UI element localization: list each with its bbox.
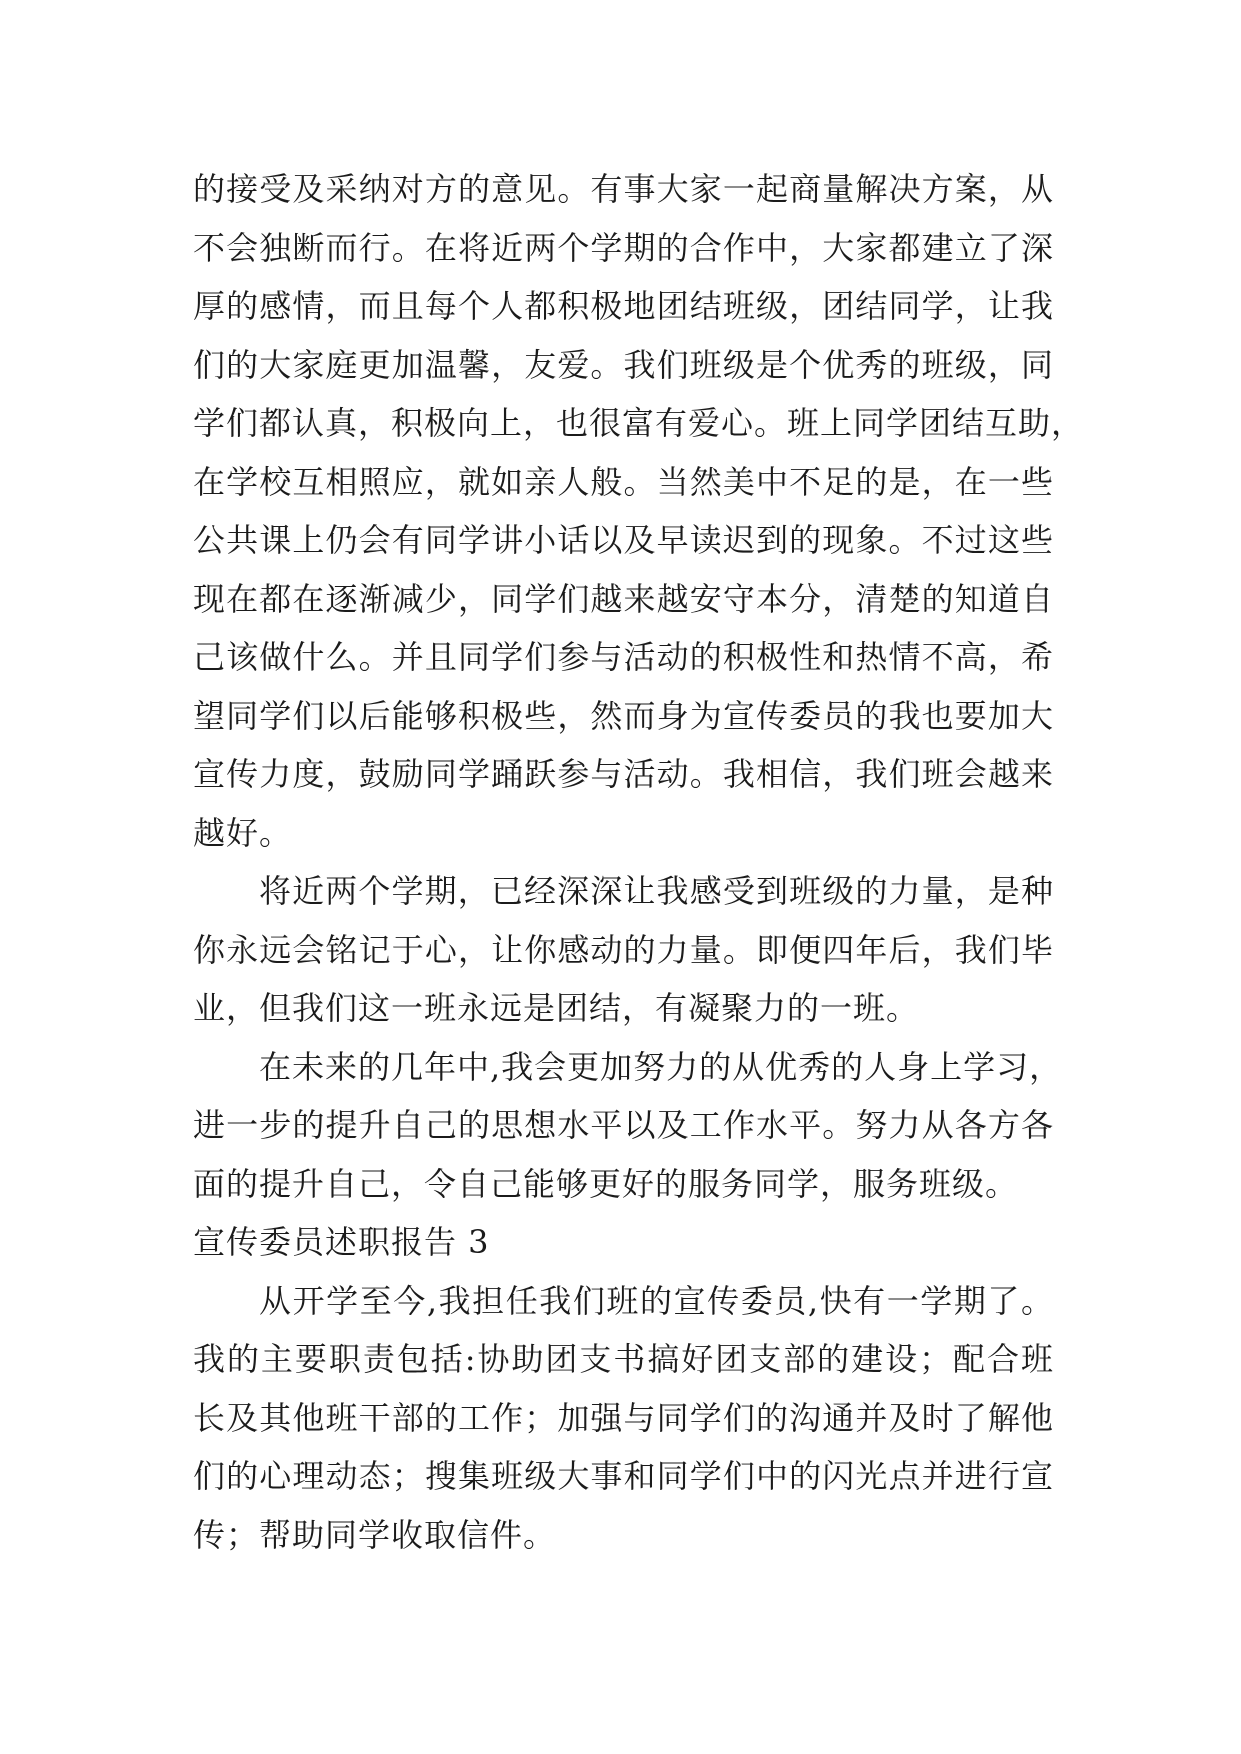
text-line: 业，但我们这一班永远是团结，有凝聚力的一班。 — [193, 989, 920, 1027]
text-line: 的接受及采纳对方的意见。有事大家一起商量解决方案，从 — [193, 170, 1054, 208]
text-line: 们的心理动态；搜集班级大事和同学们中的闪光点并进行宣 — [193, 1457, 1054, 1495]
section-heading: 宣传委员述职报告 3 — [193, 1223, 490, 1261]
text-line: 越好。 — [193, 813, 293, 852]
text-line: 在未来的几年中,我会更加努力的从优秀的人身上学习， — [259, 1047, 1063, 1086]
text-line: 在学校互相照应，就如亲人般。当然美中不足的是，在一些 — [193, 462, 1054, 501]
text-line: 传；帮助同学收取信件。 — [193, 1515, 557, 1554]
text-line: 厚的感情，而且每个人都积极地团结班级，团结同学，让我 — [193, 287, 1054, 325]
paragraph — [193, 862, 1054, 1038]
text-line: 将近两个学期，已经深深让我感受到班级的力量，是种 — [259, 872, 1054, 910]
text-line: 长及其他班干部的工作；加强与同学们的沟通并及时了解他 — [193, 1398, 1054, 1437]
text-line: 你永远会铭记于心，让你感动的力量。即便四年后，我们毕 — [193, 930, 1054, 969]
document-body — [193, 160, 1085, 1564]
paragraph — [193, 1272, 1054, 1565]
text-line: 学们都认真，积极向上，也很富有爱心。班上同学团结互助， — [193, 404, 1085, 442]
text-line: 宣传力度，鼓励同学踊跃参与活动。我相信，我们班会越来 — [193, 755, 1054, 793]
paragraph — [193, 1038, 1063, 1214]
text-line: 进一步的提升自己的思想水平以及工作水平。努力从各方各 — [193, 1106, 1054, 1144]
text-line: 己该做什么。并且同学们参与活动的积极性和热情不高，希 — [193, 638, 1054, 676]
text-line: 公共课上仍会有同学讲小话以及早读迟到的现象。不过这些 — [193, 521, 1054, 559]
text-line: 不会独断而行。在将近两个学期的合作中，大家都建立了深 — [193, 228, 1054, 267]
text-line: 从开学至今,我担任我们班的宣传委员,快有一学期了。 — [259, 1281, 1054, 1320]
text-line: 们的大家庭更加温馨，友爱。我们班级是个优秀的班级，同 — [193, 345, 1054, 384]
text-line: 面的提升自己，令自己能够更好的服务同学，服务班级。 — [193, 1164, 1019, 1203]
text-line: 现在都在逐渐减少，同学们越来越安守本分，清楚的知道自 — [193, 579, 1054, 618]
text-line: 我的主要职责包括:协助团支书搞好团支部的建设；配合班 — [193, 1340, 1054, 1378]
paragraph — [193, 160, 1085, 862]
text-line: 望同学们以后能够积极些，然而身为宣传委员的我也要加大 — [193, 696, 1054, 735]
